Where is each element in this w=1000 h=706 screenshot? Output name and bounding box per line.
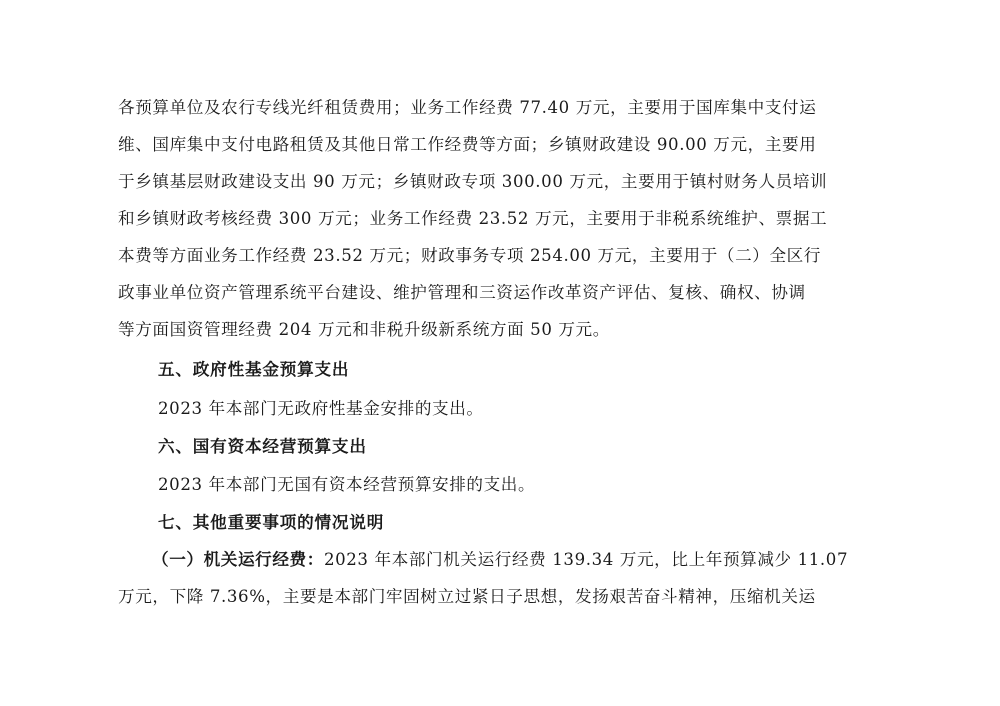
section-6-text: 2023 年本部门无国有资本经营预算安排的支出。 xyxy=(158,475,536,494)
paragraph-line-6: 政事业单位资产管理系统平台建设、维护管理和三资运作改革资产评估、复核、确权、协调 xyxy=(118,283,806,302)
paragraph-line-3: 于乡镇基层财政建设支出 90 万元；乡镇财政专项 300.00 万元，主要用于镇村财务人员培训 xyxy=(118,172,828,191)
item-1-lead: （一）机关运行经费： xyxy=(152,550,324,569)
section-5-heading: 五、政府性基金预算支出 xyxy=(158,360,350,379)
section-6-heading: 六、国有资本经营预算支出 xyxy=(158,437,367,456)
section-7-heading: 七、其他重要事项的情况说明 xyxy=(158,513,385,532)
paragraph-line-5: 本费等方面业务工作经费 23.52 万元；财政事务专项 254.00 万元，主要用于（二）全区行 xyxy=(118,246,822,265)
section-5-text: 2023 年本部门无政府性基金安排的支出。 xyxy=(158,399,484,418)
section-7-item-1-line-1 xyxy=(152,548,898,572)
paragraph-line-7: 等方面国资管理经费 204 万元和非税升级新系统方面 50 万元。 xyxy=(118,320,610,339)
section-7-item-1-line-2: 万元，下降 7.36%，主要是本部门牢固树立过紧日子思想，发扬艰苦奋斗精神，压缩机关运 xyxy=(118,587,816,606)
paragraph-line-4: 和乡镇财政考核经费 300 万元；业务工作经费 23.52 万元，主要用于非税系统维护、票据工 xyxy=(118,209,828,228)
item-1-text: 2023 年本部门机关运行经费 139.34 万元，比上年预算减少 11.07 xyxy=(323,550,849,569)
paragraph-line-1: 各预算单位及农行专线光纤租赁费用；业务工作经费 77.40 万元，主要用于国库集中支付运 xyxy=(118,98,817,117)
paragraph-line-2: 维、国库集中支付电路租赁及其他日常工作经费等方面；乡镇财政建设 90.00 万元，主要用 xyxy=(118,135,817,154)
